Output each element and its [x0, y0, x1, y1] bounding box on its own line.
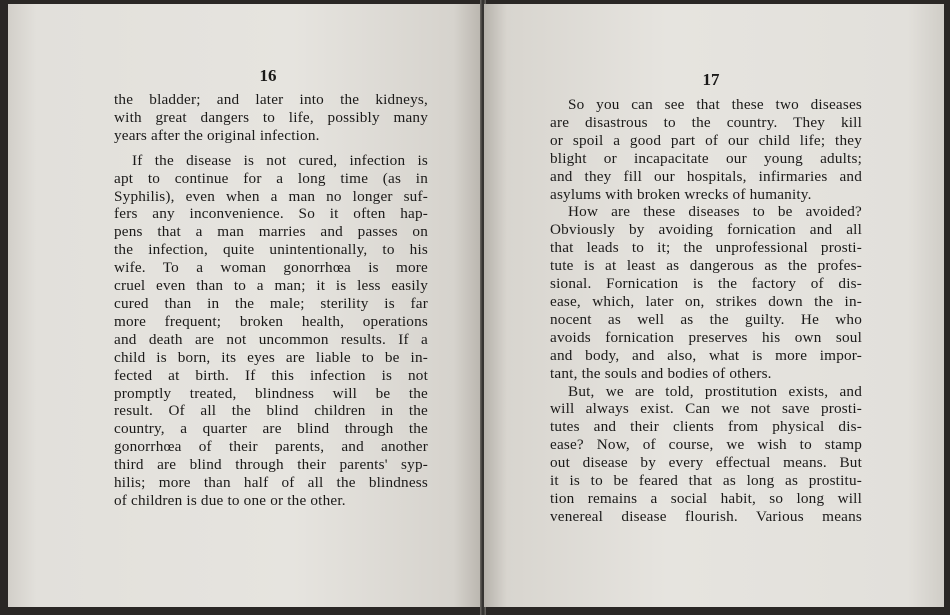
text-line: If the disease is not cured, infection is — [132, 151, 428, 169]
text-line: So you can see that these two diseases — [568, 96, 862, 113]
text-line: apt to continue for a long time (as in — [114, 169, 428, 187]
text-line: Syphilis), even when a man no longer suf- — [114, 187, 428, 205]
text-line: more frequent; broken health, operations — [114, 312, 428, 330]
text-line: the infection, quite unintentionally, to his — [114, 241, 428, 259]
text-line: third are blind through their parents' syp- — [114, 456, 428, 474]
text-line: nocent as well as the guilty. He who — [550, 310, 862, 328]
left-page — [8, 4, 482, 607]
text-line: cruel even than to a man; it is less easily — [114, 277, 428, 295]
right-page-text — [550, 96, 862, 526]
text-line: venereal disease flourish. Various means — [550, 507, 862, 525]
text-line: that leads to it; the unprofessional prosti- — [550, 239, 862, 257]
text-line: ease? Now, of course, we wish to stamp — [550, 436, 862, 454]
page-number-left: 16 — [259, 66, 277, 85]
text-line: and death are not uncommon results. If a — [114, 330, 428, 348]
text-line: and body, and also, what is more impor- — [550, 346, 862, 364]
right-page — [484, 4, 944, 607]
text-line: sional. Fornication is the factory of dis- — [550, 275, 862, 293]
text-line: tutes and their clients from physical dis- — [550, 418, 862, 436]
text-line: promptly treated, blindness will be the — [114, 384, 428, 402]
text-line: are disastrous to the country. They kill — [550, 113, 862, 131]
text-line: ease, which, later on, strikes down the in- — [550, 292, 862, 310]
text-line: years after the original infection. — [114, 126, 320, 144]
text-line: country, a quarter are blind through the — [114, 420, 428, 438]
text-line: it is to be feared that as long as prostitu- — [550, 472, 862, 490]
text-line: or spoil a good part of our child life; they — [550, 131, 862, 149]
text-line: avoids fornication preserves his own soul — [550, 328, 862, 346]
text-line: child is born, its eyes are liable to be in- — [114, 348, 428, 366]
text-line: How are these diseases to be avoided? — [568, 203, 862, 221]
text-line: with great dangers to life, possibly many — [114, 108, 428, 126]
text-line: tant, the souls and bodies of others. — [550, 364, 772, 382]
text-line: fers any inconvenience. So it often hap- — [114, 205, 428, 223]
text-line: But, we are told, prostitution exists, and — [568, 382, 862, 400]
text-line: tion remains a social habit, so long will — [550, 489, 862, 507]
left-page-text — [114, 91, 428, 510]
text-line: cured than in the male; sterility is far — [114, 294, 428, 312]
text-line: pens that a man marries and passes on — [114, 223, 428, 241]
text-line: will always exist. Can we not save prosti- — [550, 400, 862, 418]
page-number-right: 17 — [702, 70, 720, 89]
paragraph-gap — [114, 145, 428, 152]
text-line: fected at birth. If this infection is not — [114, 366, 428, 384]
text-line: wife. To a woman gonorrhœa is more — [114, 259, 428, 277]
text-line: and they fill our hospitals, infirmaries and — [550, 167, 862, 185]
text-line: asylums with broken wrecks of humanity. — [550, 185, 812, 203]
text-line: the bladder; and later into the kidneys, — [114, 91, 428, 108]
text-line: Obviously by avoiding fornication and all — [550, 221, 862, 239]
text-line: tute is at least as dangerous as the profes- — [550, 257, 862, 275]
text-line: blight or incapacitate our young adults; — [550, 149, 862, 167]
text-line: result. Of all the blind children in the — [114, 402, 428, 420]
text-line: of children is due to one or the other. — [114, 491, 346, 509]
text-line: gonorrhœa of their parents, and another — [114, 438, 428, 456]
text-line: out disease by every effectual means. But — [550, 454, 862, 472]
text-line: hilis; more than half of all the blindness — [114, 474, 428, 492]
